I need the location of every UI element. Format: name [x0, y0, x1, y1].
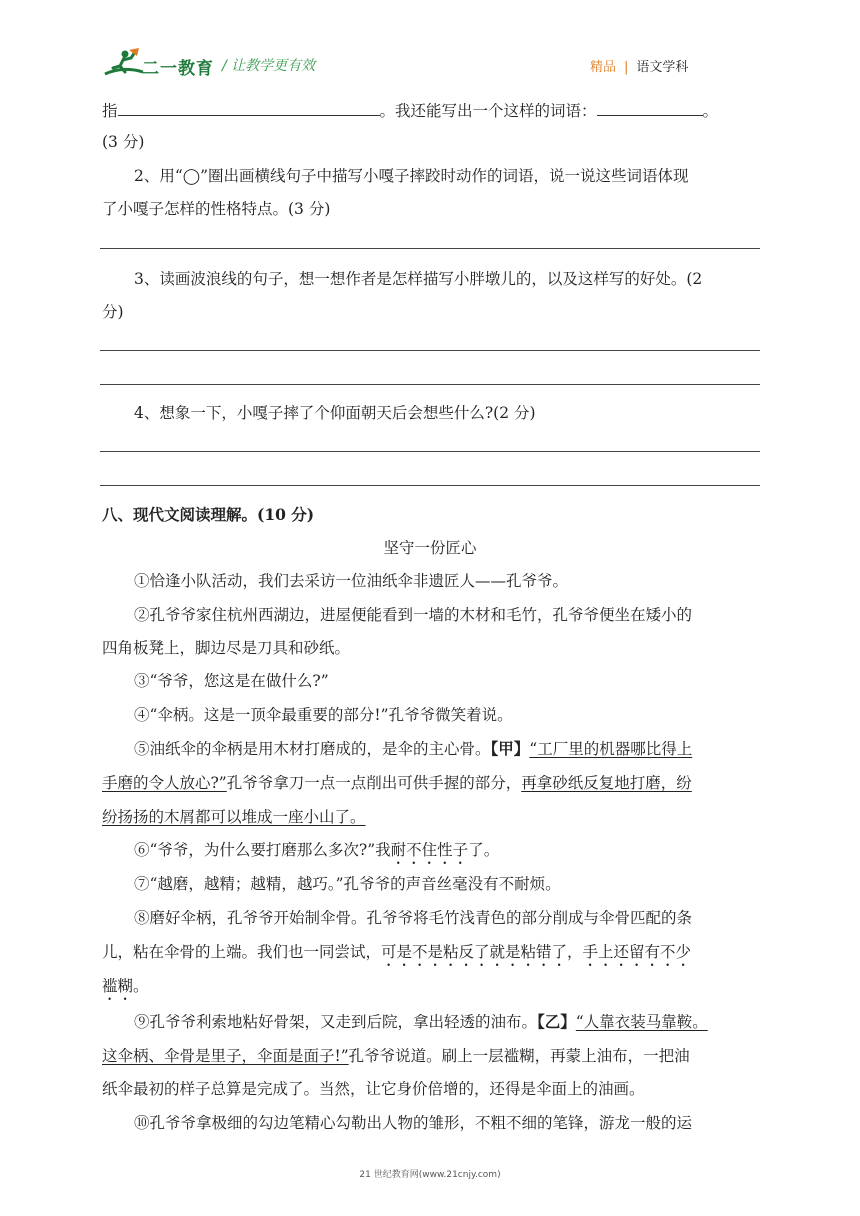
logo-text: 二一教育 [142, 59, 214, 79]
text: ⑥“爷爷，为什么要打磨那么多次?”我 [134, 841, 391, 859]
page-header [0, 0, 860, 90]
answer-rule[interactable] [100, 384, 760, 385]
answer-rule[interactable] [100, 485, 760, 486]
text: 。我还能写出一个这样的词语： [379, 102, 597, 120]
question-4: 4、想象一下，小嘎子摔了个仰面朝天后会想些什么?(2 分) [134, 404, 536, 422]
paragraph-5-end [102, 805, 762, 829]
paragraph-1: ①恰逢小队活动，我们去采访一位油纸伞非遗匠人——孔爷爷。 [134, 572, 569, 590]
underlined-text: 纷扬扬的木屑都可以堆成一座小山了。 [102, 808, 366, 826]
text: ⑤油纸伞的伞柄是用木材打磨成的，是伞的主心骨。 [134, 740, 491, 758]
paragraph-7: ⑦“越磨，越精；越精，越巧。”孔爷爷的声音丝毫没有不耐烦。 [134, 875, 561, 893]
slogan: / 让教学更有效 [222, 58, 316, 74]
marker-yi: 【乙】 [537, 1012, 576, 1031]
paragraph-10: ⑩孔爷爷拿极细的勾边笔精心勾勒出人物的雏形，不粗不细的笔锋，游龙一般的运 [134, 1114, 693, 1132]
paragraph-5-cont [102, 771, 762, 795]
text: 了。 [468, 841, 500, 859]
question-2-cont: 了小嘎子怎样的性格特点。(3 分) [102, 200, 331, 218]
paragraph-6 [134, 838, 794, 868]
answer-rule[interactable] [100, 248, 760, 249]
underlined-text: “人靠衣装马靠鞍。 [575, 1013, 708, 1031]
underlined-text: “工厂里的机器哪比得上 [529, 740, 693, 758]
marker-jia: 【甲】 [490, 739, 530, 758]
section-8-heading: 八、现代文阅读理解。(10 分) [102, 505, 315, 524]
answer-line-1 [102, 97, 762, 123]
underlined-text: 手磨的令人放心?” [102, 774, 227, 792]
header-separator: | [624, 60, 629, 75]
article-title: 坚守一份匠心 [383, 539, 477, 557]
dotted-text: 耐不住性子 [390, 841, 469, 859]
fill-blank[interactable] [597, 97, 703, 116]
subject-label: 语文学科 [636, 60, 689, 75]
quality-label: 精品 [590, 60, 617, 75]
paragraph-8: ⑧磨好伞柄，孔爷爷开始制伞骨。孔爷爷将毛竹浅青色的部分削成与伞骨匹配的条 [134, 909, 693, 927]
score-note: (3 分) [102, 133, 145, 151]
answer-rule[interactable] [100, 350, 760, 351]
question-3: 3、读画波浪线的句子，想一想作者是怎样描写小胖墩儿的，以及这样写的好处。(2 [134, 270, 703, 288]
paragraph-9 [134, 1010, 794, 1034]
text: 孔爷爷说道。刷上一层褴糊，再蒙上油布，一把油 [348, 1047, 690, 1065]
underlined-text: 这伞柄、伞骨是里子，伞面是面子!” [102, 1047, 349, 1065]
text: ⑨孔爷爷利索地粘好骨架，又走到后院，拿出轻透的油布。 [134, 1013, 538, 1031]
paragraph-9-end: 纸伞最初的样子总算是完成了。当然，让它身价倍增的，还得是伞面上的油画。 [102, 1080, 645, 1098]
underlined-text: 再拿砂纸反复地打磨，纷 [521, 774, 692, 792]
paragraph-8-cont [102, 940, 762, 970]
slogan-text: 让教学更有效 [231, 58, 316, 74]
text: 儿，粘在伞骨的上端。我们也一同尝试， [102, 943, 382, 961]
paragraph-4: ④“伞柄。这是一顶伞最重要的部分!”孔爷爷微笑着说。 [134, 706, 513, 724]
paragraph-9-cont [102, 1044, 762, 1068]
text: 。 [702, 102, 719, 120]
page-footer: 21 世纪教育网(www.21cnjy.com) [359, 1170, 501, 1180]
paragraph-3: ③“爷爷，您这是在做什么?” [134, 672, 329, 690]
text: 孔爷爷拿刀一点一点削出可供手握的部分， [226, 774, 522, 792]
paragraph-8-end [102, 974, 762, 1004]
paragraph-2: ②孔爷爷家住杭州西湖边，进屋便能看到一墙的木材和毛竹，孔爷爷便坐在矮小的 [134, 606, 693, 624]
dotted-text: 褴糊 [102, 977, 134, 995]
question-3-cont: 分) [102, 303, 124, 321]
fill-blank[interactable] [118, 97, 380, 116]
dotted-text: 可是不是粘反了就是粘错了，手上还留有不少 [381, 943, 692, 961]
text: 指 [102, 102, 118, 120]
header-right [590, 56, 688, 75]
text: 。 [133, 977, 149, 995]
paragraph-5 [134, 737, 794, 761]
question-2: 2、用“◯”圈出画横线句子中描写小嘎子摔跤时动作的词语，说一说这些词语体现 [134, 167, 689, 185]
answer-rule[interactable] [100, 451, 760, 452]
paragraph-2-cont: 四角板凳上，脚边尽是刀具和砂纸。 [102, 639, 351, 657]
